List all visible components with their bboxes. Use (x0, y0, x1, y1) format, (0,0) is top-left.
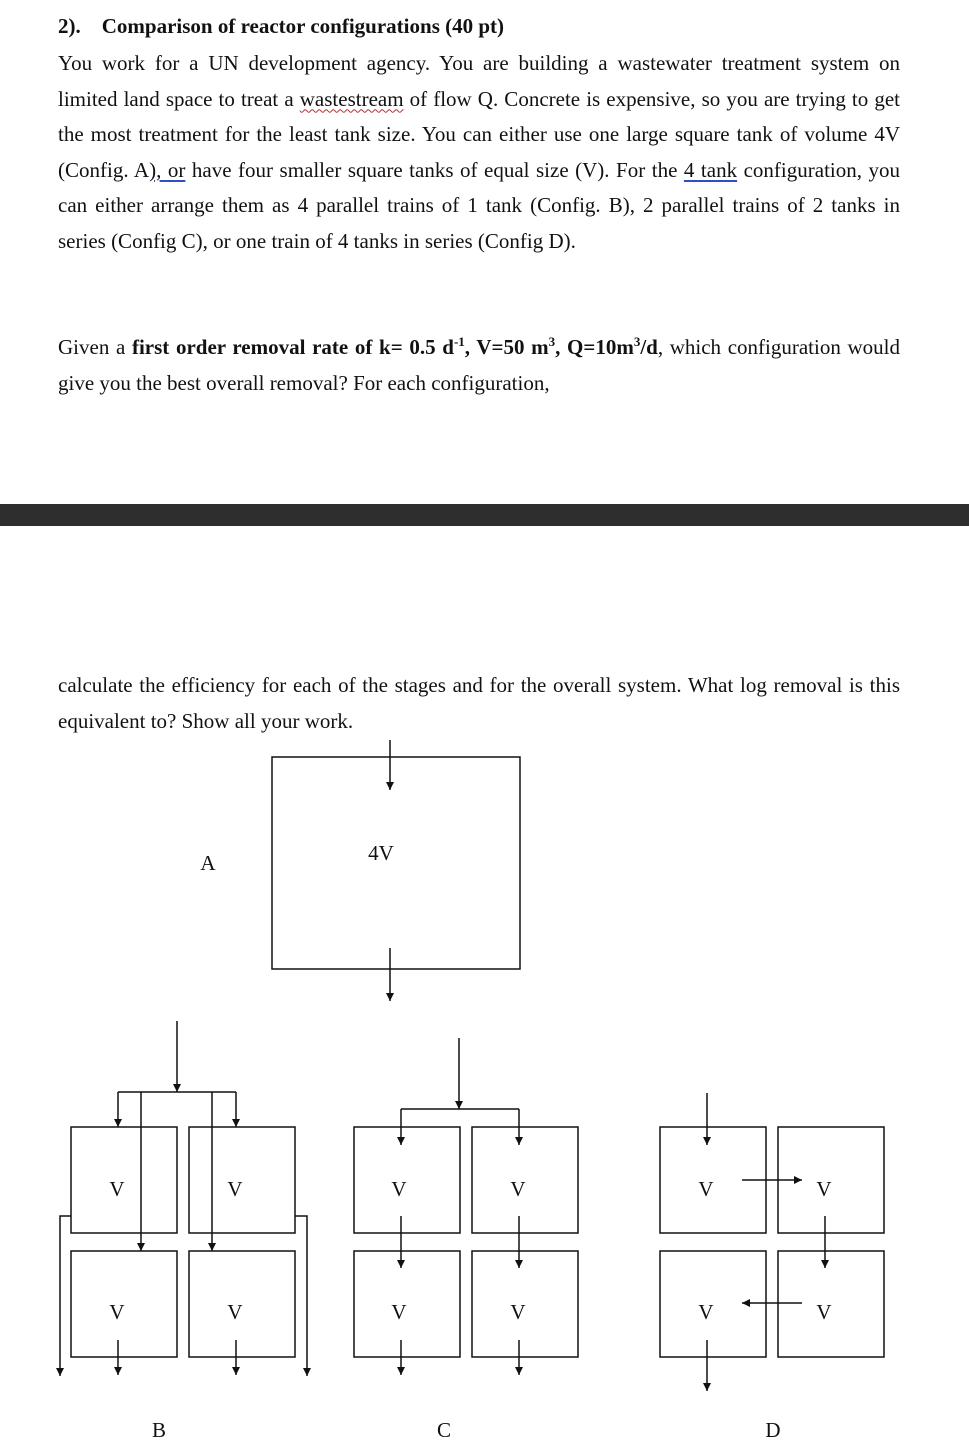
removal-rate-text: first order removal rate of k= 0.5 d (131, 335, 454, 359)
tank-b1-label: V (109, 1177, 125, 1201)
page-break-bar (0, 504, 969, 526)
question-heading (58, 14, 504, 39)
problem-paragraph-2 (58, 330, 900, 401)
tank-d1-label: V (698, 1177, 714, 1201)
paragraph-2-lead: Given a (58, 335, 132, 359)
tank-a-volume-label: 4V (368, 841, 394, 865)
config-c-label: C (436, 1418, 452, 1442)
tank-b3-label: V (109, 1300, 125, 1324)
config-a-label: A (200, 851, 216, 875)
grammar-underline-4-tank: 4 tank (683, 157, 738, 182)
paragraph-2-tail: , which configuration would give you the best overall removal? For each configuration, (58, 335, 901, 395)
paragraph-1-part-2: of flow Q. Concrete is expensive, so you are trying to get the most treatment for the least tank size. You can either use one large square tank of volume 4V (Config. A (58, 86, 900, 182)
problem-paragraph-3: calculate the efficiency for each of the stages and for the overall system. What log removal is this equivalent to? Show all your work. (58, 673, 900, 733)
tank-c1-label: V (391, 1177, 407, 1201)
volume-text: , V=50 m (464, 335, 549, 359)
tank-c2-label: V (510, 1177, 526, 1201)
paragraph-1-part-1: You work for a UN development agency. You are building a wastewater treatment system on limited land space to treat a (58, 51, 900, 111)
tank-b2-label: V (227, 1177, 243, 1201)
tank-d3-label: V (816, 1300, 832, 1324)
problem-paragraph-1 (58, 46, 900, 259)
tank-c3-label: V (391, 1300, 407, 1324)
paragraph-1-part-3: have four smaller square tanks of equal size (V). For the (185, 157, 684, 182)
tank-c3 (354, 1251, 460, 1357)
reactor-configuration-diagram (0, 740, 969, 1455)
tank-a-large (272, 757, 520, 969)
tank-d4-label: V (698, 1300, 714, 1324)
tank-c1 (354, 1127, 460, 1233)
flow-unit-text: /d (640, 335, 658, 359)
config-b-label: B (151, 1418, 167, 1442)
rate-exponent: -1 (453, 334, 465, 349)
flow-exponent: 3 (633, 334, 641, 349)
question-number: 2). (58, 14, 81, 38)
tank-c4-label: V (510, 1300, 526, 1324)
config-d-label: D (765, 1418, 781, 1442)
outflow-arrow-b1 (60, 1216, 71, 1376)
grammar-underline-or: ), or (149, 157, 186, 182)
flow-text: , Q=10m (555, 335, 634, 359)
question-title: Comparison of reactor configurations (40 pt) (101, 14, 505, 38)
tank-b4-label: V (227, 1300, 243, 1324)
volume-exponent: 3 (548, 334, 556, 349)
outflow-arrow-b2 (295, 1216, 307, 1376)
spellcheck-word-wastestream: wastestream (299, 86, 404, 111)
tank-d2-label: V (816, 1177, 832, 1201)
paragraph-1-part-4: configuration, you can either arrange them as 4 parallel trains of 1 tank (Config. B), 2 parallel trains of 2 tanks in series (Config C), or one train of 4 tanks in series (Config D). (58, 157, 900, 253)
